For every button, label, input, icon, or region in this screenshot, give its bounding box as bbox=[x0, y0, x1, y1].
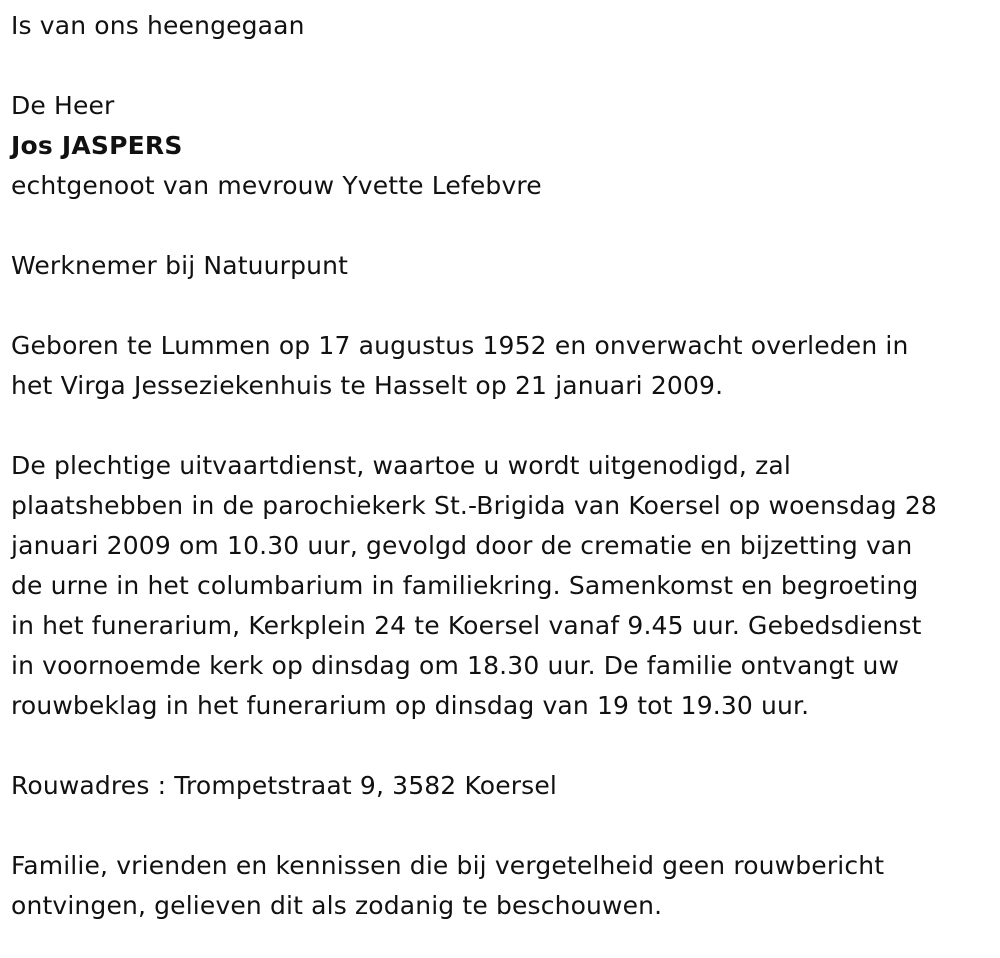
occupation-line: Werknemer bij Natuurpunt bbox=[11, 251, 349, 280]
intro-line: Is van ons heengegaan bbox=[11, 11, 305, 40]
text-line: in het funerarium, Kerkplein 24 te Koersel vanaf 9.45 uur. Gebedsdienst bbox=[11, 611, 922, 640]
text-line: januari 2009 om 10.30 uur, gevolgd door de crematie en bijzetting van bbox=[11, 531, 913, 560]
spouse-line: echtgenoot van mevrouw Yvette Lefebvre bbox=[11, 171, 542, 200]
honorific-title: De Heer bbox=[11, 91, 115, 120]
spacer bbox=[11, 46, 991, 86]
text-line: Familie, vrienden en kennissen die bij vergetelheid geen rouwbericht bbox=[11, 851, 885, 880]
service-paragraph bbox=[11, 446, 991, 726]
text-line: plaatshebben in de parochiekerk St.-Brigida van Koersel op woensdag 28 bbox=[11, 491, 937, 520]
text-line: De plechtige uitvaartdienst, waartoe u wordt uitgenodigd, zal bbox=[11, 451, 791, 480]
text-line: rouwbeklag in het funerarium op dinsdag van 19 tot 19.30 uur. bbox=[11, 691, 810, 720]
spacer bbox=[11, 406, 991, 446]
deceased-name: Jos JASPERS bbox=[11, 131, 183, 160]
mourning-address: Rouwadres : Trompetstraat 9, 3582 Koersel bbox=[11, 771, 557, 800]
text-line: het Virga Jesseziekenhuis te Hasselt op 21 januari 2009. bbox=[11, 371, 724, 400]
text-line: de urne in het columbarium in familiekring. Samenkomst en begroeting bbox=[11, 571, 919, 600]
spacer bbox=[11, 806, 991, 846]
birth-death-paragraph bbox=[11, 326, 991, 406]
death-notice bbox=[11, 6, 991, 926]
spacer bbox=[11, 206, 991, 246]
spacer bbox=[11, 726, 991, 766]
text-line: ontvingen, gelieven dit als zodanig te beschouwen. bbox=[11, 891, 663, 920]
spacer bbox=[11, 286, 991, 326]
text-line: Geboren te Lummen op 17 augustus 1952 en onverwacht overleden in bbox=[11, 331, 909, 360]
text-line: in voornoemde kerk op dinsdag om 18.30 uur. De familie ontvangt uw bbox=[11, 651, 900, 680]
closing-paragraph bbox=[11, 846, 991, 926]
